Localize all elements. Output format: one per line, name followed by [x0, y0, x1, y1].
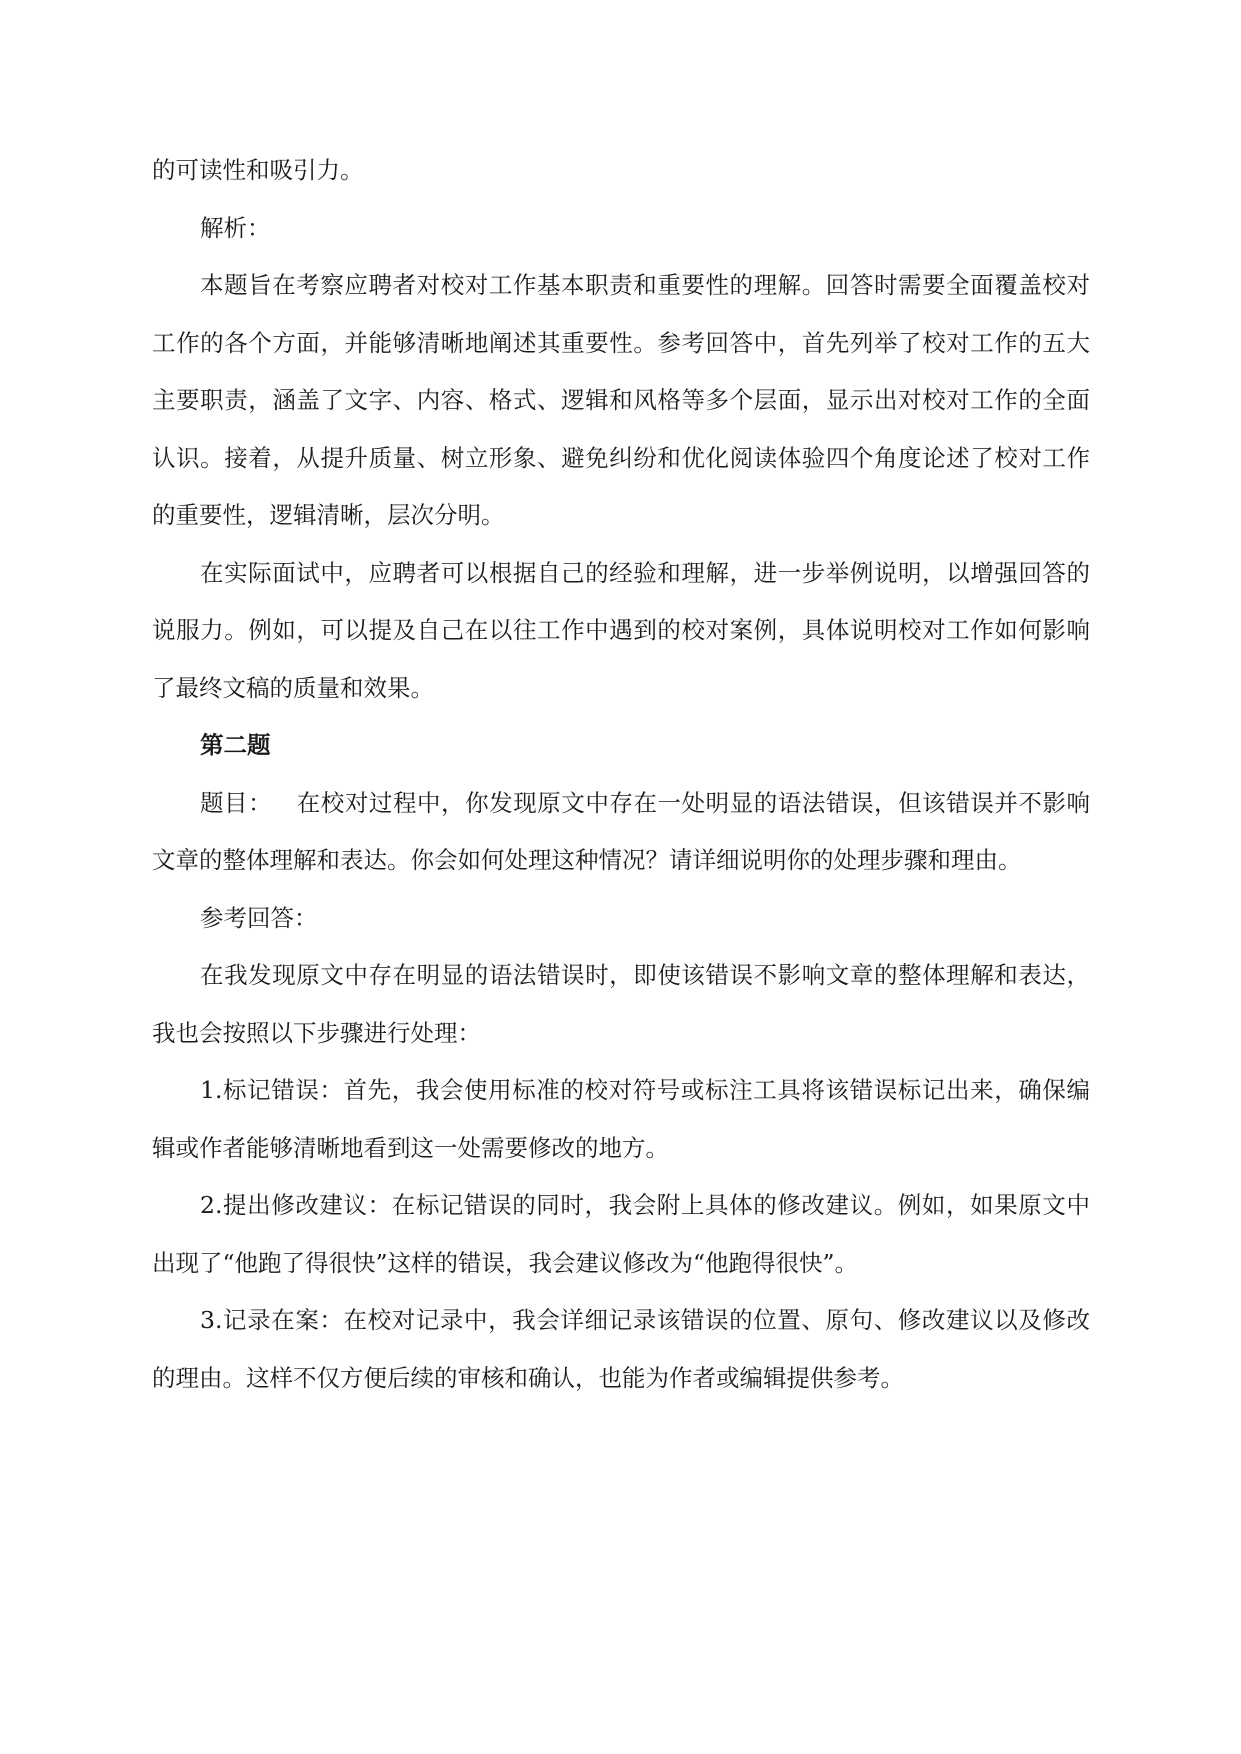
interview-tip-paragraph: 在实际面试中，应聘者可以根据自己的经验和理解，进一步举例说明，以增强回答的说服力。例如，可以提及自己在以往工作中遇到的校对案例，具体说明校对工作如何影响了最终文稿的质量和效果。 — [152, 558, 1090, 702]
answer-intro: 在我发现原文中存在明显的语法错误时，即使该错误不影响文章的整体理解和表达，我也会按照以下步骤进行处理： — [152, 961, 1090, 1047]
answer-step: 3.记录在案：在校对记录中，我会详细记录该错误的位置、原句、修改建议以及修改的理由。这样不仅方便后续的审核和确认，也能为作者或编辑提供参考。 — [152, 1306, 1090, 1392]
question-paragraph — [152, 775, 1090, 890]
answer-label: 参考回答： — [200, 903, 318, 932]
answer-step: 1.标记错误：首先，我会使用标准的校对符号或标注工具将该错误标记出来，确保编辑或作者能够清晰地看到这一处需要修改的地方。 — [152, 1076, 1090, 1162]
question-text: 在校对过程中，你发现原文中存在一处明显的语法错误，但该错误并不影响文章的整体理解和表达。你会如何处理这种情况？请详细说明你的处理步骤和理由。 — [152, 788, 1091, 874]
analysis-paragraph: 本题旨在考察应聘者对校对工作基本职责和重要性的理解。回答时需要全面覆盖校对工作的各个方面，并能够清晰地阐述其重要性。参考回答中，首先列举了校对工作的五大主要职责，涵盖了文字、内容、格式、逻辑和风格等多个层面，显示出对校对工作的全面认识。接着，从提升质量、树立形象、避免纠纷和优化阅读体验四个角度论述了校对工作的重要性，逻辑清晰，层次分明。 — [152, 271, 1090, 529]
answer-step: 2.提出修改建议：在标记错误的同时，我会附上具体的修改建议。例如，如果原文中出现了“他跑了得很快”这样的错误，我会建议修改为“他跑得很快”。 — [152, 1191, 1090, 1277]
analysis-label: 解析： — [200, 213, 271, 242]
document-page — [152, 142, 1090, 1407]
paragraph-continuation: 的可读性和吸引力。 — [152, 156, 364, 184]
section-title: 第二题 — [200, 731, 271, 759]
question-label: 题目： — [200, 788, 273, 817]
